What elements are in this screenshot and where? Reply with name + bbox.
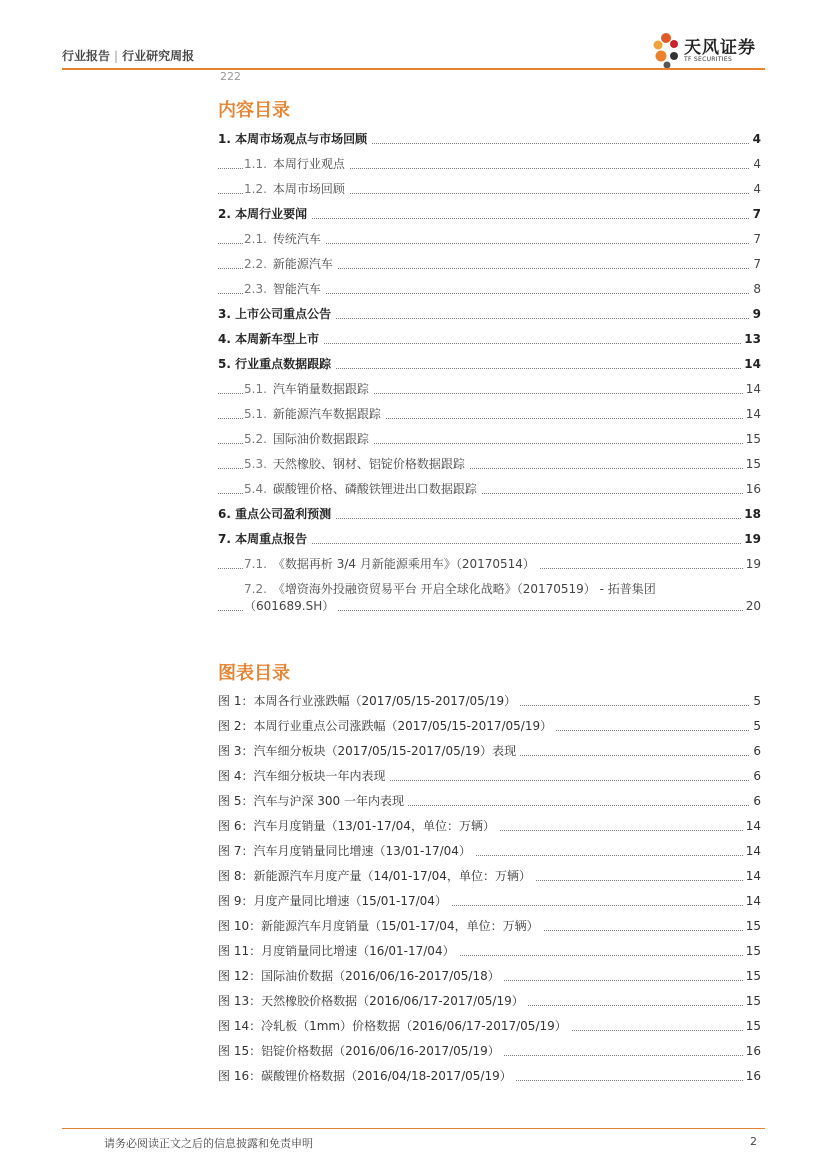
figure-item[interactable]: 图 12：国际油价数据（2016/06/16-2017/05/18） 15 (218, 969, 761, 983)
toc-subitem[interactable]: 5.1. 汽车销量数据跟踪 14 (218, 381, 761, 397)
toc-item[interactable]: 3. 上市公司重点公告 9 (218, 307, 761, 321)
header-divider (62, 68, 765, 70)
toc-subitem[interactable]: 5.2. 国际油价数据跟踪 15 (218, 431, 761, 447)
toc-subitem[interactable]: 7.1. 《数据再析 3/4 月新能源乘用车》（20170514） 19 (218, 556, 761, 572)
toc-subitem[interactable]: 1.2. 本周市场回顾 4 (218, 181, 761, 197)
figure-item[interactable]: 图 13：天然橡胶价格数据（2016/06/17-2017/05/19） 15 (218, 994, 761, 1008)
toc-subitem[interactable]: 5.3. 天然橡胶、钢材、铝锭价格数据跟踪 15 (218, 456, 761, 472)
footer-divider (62, 1128, 765, 1129)
figure-item[interactable]: 图 2：本周行业重点公司涨跌幅（2017/05/15-2017/05/19） 5 (218, 719, 761, 733)
page-number: 2 (750, 1135, 757, 1148)
figure-item[interactable]: 图 7：汽车月度销量同比增速（13/01-17/04） 14 (218, 844, 761, 858)
footer-disclaimer: 请务必阅读正文之后的信息披露和免责申明 (104, 1137, 313, 1150)
figure-item[interactable]: 图 3：汽车细分板块（2017/05/15-2017/05/19）表现 6 (218, 744, 761, 758)
header-right: 行业研究周报 (122, 49, 195, 63)
logo-subtext: TF SECURITIES (684, 56, 733, 63)
figure-item[interactable]: 图 8：新能源汽车月度产量（14/01-17/04，单位：万辆） 14 (218, 869, 761, 883)
report-header (62, 47, 194, 64)
toc-subitem[interactable]: 2.1. 传统汽车 7 (218, 231, 761, 247)
toc-subitem[interactable]: 2.2. 新能源汽车 7 (218, 256, 761, 272)
toc-item[interactable]: 5. 行业重点数据跟踪 14 (218, 357, 761, 371)
figure-item[interactable]: 图 11：月度销量同比增速（16/01-17/04） 15 (218, 944, 761, 958)
toc-item[interactable]: 6. 重点公司盈利预测 18 (218, 507, 761, 521)
toc-item[interactable]: 1. 本周市场观点与市场回顾 4 (218, 132, 761, 146)
toc-subitem[interactable]: 1.1. 本周行业观点 4 (218, 156, 761, 172)
figure-item[interactable]: 图 16：碳酸锂价格数据（2016/04/18-2017/05/19） 16 (218, 1069, 761, 1083)
toc-subitem[interactable]: 2.3. 智能汽车 8 (218, 281, 761, 297)
logo-text: 天风证券 (684, 38, 756, 58)
toc-title: 内容目录 (218, 100, 290, 121)
company-logo (650, 30, 770, 68)
figure-list-title: 图表目录 (218, 663, 290, 684)
figure-item[interactable]: 图 14：冷轧板（1mm）价格数据（2016/06/17-2017/05/19） 15 (218, 1019, 761, 1033)
toc-subitem[interactable]: 5.1. 新能源汽车数据跟踪 14 (218, 406, 761, 422)
toc-item[interactable]: 7. 本周重点报告 19 (218, 532, 761, 546)
figure-item[interactable]: 图 10：新能源汽车月度销量（15/01-17/04，单位：万辆） 15 (218, 919, 761, 933)
toc-subitem-continued[interactable]: （601689.SH） 20 (218, 598, 761, 614)
header-separator: | (114, 49, 119, 63)
toc-subitem[interactable]: 5.4. 碳酸锂价格、磷酸铁锂进出口数据跟踪 16 (218, 481, 761, 497)
header-left: 行业报告 (62, 49, 111, 63)
page-code: 222 (220, 70, 241, 83)
figure-item[interactable]: 图 9：月度产量同比增速（15/01-17/04） 14 (218, 894, 761, 908)
toc-subitem[interactable]: 7.2. 《增资海外投融资贸易平台 开启全球化战略》（20170519） - 拓普集团 (218, 581, 761, 597)
toc-item[interactable]: 2. 本周行业要闻 7 (218, 207, 761, 221)
figure-item[interactable]: 图 6：汽车月度销量（13/01-17/04，单位：万辆） 14 (218, 819, 761, 833)
figure-item[interactable]: 图 4：汽车细分板块一年内表现 6 (218, 769, 761, 783)
figure-item[interactable]: 图 5：汽车与沪深 300 一年内表现 6 (218, 794, 761, 808)
toc-item[interactable]: 4. 本周新车型上市 13 (218, 332, 761, 346)
figure-item[interactable]: 图 15：铝锭价格数据（2016/06/16-2017/05/19） 16 (218, 1044, 761, 1058)
figure-item[interactable]: 图 1：本周各行业涨跌幅（2017/05/15-2017/05/19） 5 (218, 694, 761, 708)
flower-logo-icon (650, 30, 684, 70)
